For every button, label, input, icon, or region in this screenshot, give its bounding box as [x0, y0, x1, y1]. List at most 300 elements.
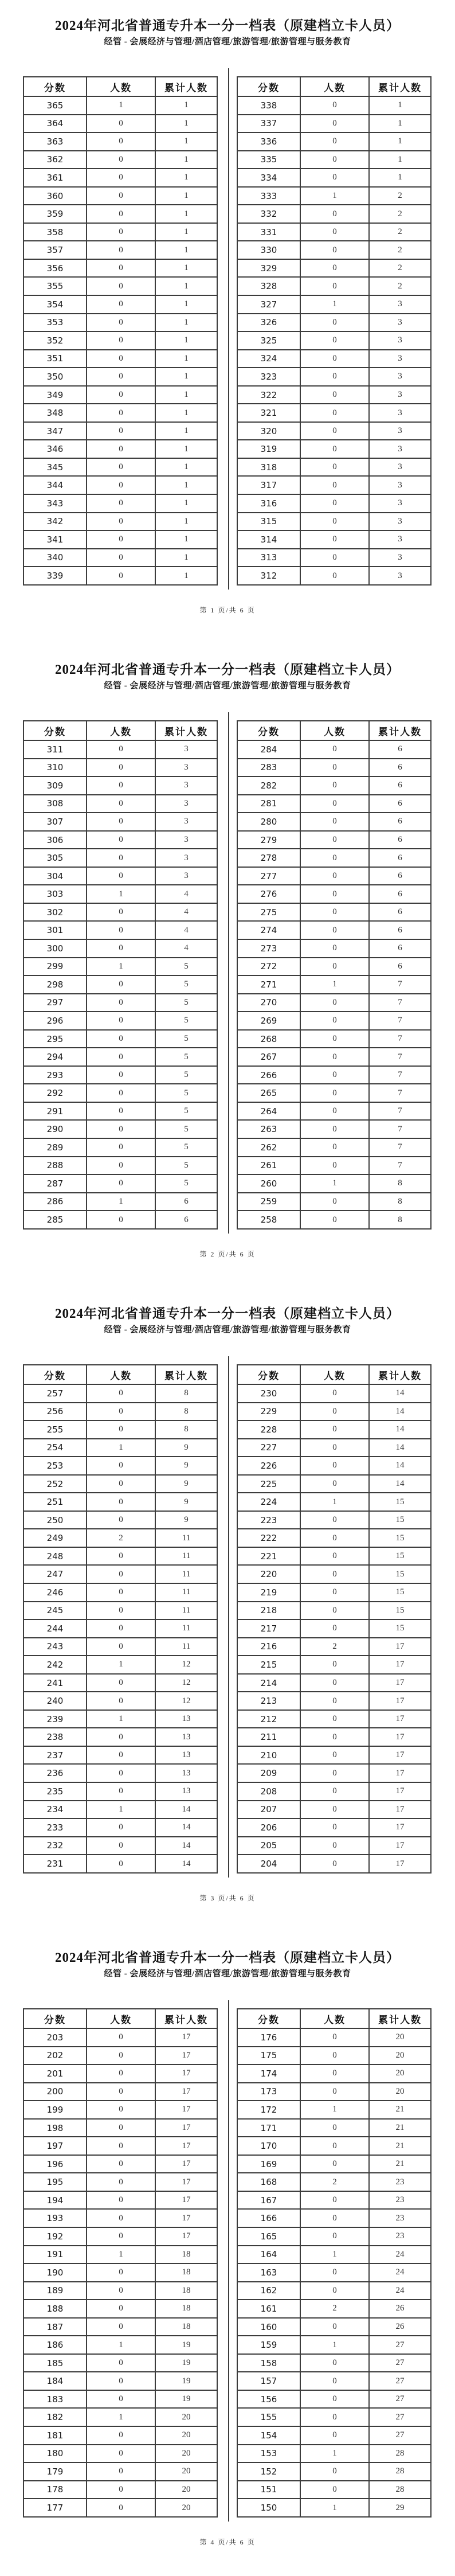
cumulative-cell: 19	[155, 2372, 217, 2390]
score-cell: 357	[23, 241, 87, 259]
table-row	[237, 1403, 431, 1421]
cumulative-cell: 15	[369, 1565, 431, 1583]
score-cell: 287	[23, 1174, 87, 1193]
count-cell: 0	[300, 314, 369, 332]
count-cell: 0	[300, 458, 369, 477]
count-cell: 0	[87, 921, 155, 939]
table-row	[23, 849, 217, 867]
score-cell: 265	[237, 1084, 300, 1102]
cumulative-cell: 17	[369, 1692, 431, 1710]
score-cell: 359	[23, 205, 87, 223]
table-row	[23, 2155, 217, 2173]
count-cell: 0	[300, 1583, 369, 1602]
score-cell: 206	[237, 1818, 300, 1837]
count-cell: 2	[87, 1529, 155, 1547]
cumulative-cell: 1	[155, 404, 217, 422]
count-cell: 0	[87, 1048, 155, 1066]
table-row	[23, 1193, 217, 1211]
table-row	[237, 2101, 431, 2119]
score-cell: 310	[23, 759, 87, 777]
count-cell: 0	[87, 813, 155, 831]
table-row	[237, 939, 431, 958]
count-cell: 0	[300, 795, 369, 813]
score-cell: 167	[237, 2191, 300, 2210]
cumulative-cell: 7	[369, 1102, 431, 1121]
score-cell: 255	[23, 1420, 87, 1439]
cumulative-cell: 27	[369, 2354, 431, 2372]
cumulative-cell: 1	[155, 132, 217, 151]
table-row	[237, 1174, 431, 1193]
table-row	[237, 2318, 431, 2336]
cumulative-cell: 5	[155, 1048, 217, 1066]
cumulative-cell: 8	[369, 1211, 431, 1229]
score-cell: 184	[23, 2372, 87, 2390]
count-cell: 0	[300, 2372, 369, 2390]
count-cell: 1	[300, 187, 369, 205]
score-cell: 228	[237, 1420, 300, 1439]
score-cell: 254	[23, 1439, 87, 1457]
table-row	[237, 994, 431, 1012]
table-row	[237, 1120, 431, 1138]
cumulative-cell: 4	[155, 903, 217, 922]
count-cell: 0	[300, 368, 369, 386]
table-row	[23, 2481, 217, 2499]
table-row	[23, 795, 217, 813]
cumulative-cell: 13	[155, 1782, 217, 1801]
cumulative-cell: 17	[155, 2083, 217, 2101]
table-row	[237, 1193, 431, 1211]
table-row	[23, 1120, 217, 1138]
table-row	[237, 1030, 431, 1048]
score-cell: 315	[237, 513, 300, 531]
table-row	[237, 476, 431, 494]
cumulative-cell: 6	[155, 1211, 217, 1229]
count-cell: 1	[300, 2101, 369, 2119]
table-row	[23, 1602, 217, 1620]
score-cell: 160	[237, 2318, 300, 2336]
table-row	[23, 1710, 217, 1728]
count-cell: 0	[87, 458, 155, 477]
table-row	[23, 440, 217, 458]
score-cell: 158	[237, 2354, 300, 2372]
table-row	[23, 2246, 217, 2264]
cumulative-cell: 17	[369, 1855, 431, 1873]
count-cell: 1	[300, 295, 369, 314]
count-cell: 0	[87, 1475, 155, 1493]
count-cell: 0	[300, 849, 369, 867]
count-cell: 0	[300, 2064, 369, 2083]
count-cell: 0	[87, 740, 155, 759]
score-cell: 227	[237, 1439, 300, 1457]
cumulative-cell: 19	[155, 2354, 217, 2372]
cumulative-cell: 26	[369, 2318, 431, 2336]
cumulative-cell: 17	[369, 1818, 431, 1837]
count-cell: 0	[87, 513, 155, 531]
score-cell: 245	[23, 1602, 87, 1620]
cumulative-cell: 20	[369, 2083, 431, 2101]
table-row	[237, 975, 431, 994]
table-row	[23, 2209, 217, 2227]
cumulative-cell: 1	[155, 458, 217, 477]
count-cell: 0	[87, 1565, 155, 1583]
table-row	[23, 1439, 217, 1457]
count-cell: 0	[300, 1384, 369, 1403]
score-table-left	[23, 1364, 218, 1874]
count-cell: 1	[87, 1439, 155, 1457]
table-row	[237, 921, 431, 939]
table-row	[237, 2336, 431, 2354]
count-cell: 0	[87, 404, 155, 422]
header-row	[237, 1365, 431, 1384]
score-cell: 288	[23, 1157, 87, 1175]
header-row	[237, 77, 431, 96]
cumulative-cell: 2	[369, 205, 431, 223]
cumulative-cell: 6	[369, 903, 431, 922]
score-cell: 240	[23, 1692, 87, 1710]
table-row	[237, 2426, 431, 2445]
count-cell: 0	[87, 1030, 155, 1048]
table-row	[237, 1457, 431, 1475]
score-cell: 332	[237, 205, 300, 223]
cumulative-cell: 3	[369, 476, 431, 494]
count-cell: 0	[87, 1818, 155, 1837]
cumulative-cell: 1	[155, 205, 217, 223]
count-cell: 0	[300, 2209, 369, 2227]
count-cell: 0	[300, 476, 369, 494]
score-cell: 271	[237, 975, 300, 994]
count-cell: 0	[87, 368, 155, 386]
score-cell: 174	[237, 2064, 300, 2083]
score-cell: 297	[23, 994, 87, 1012]
score-cell: 154	[237, 2426, 300, 2445]
col-header-score: 分数	[23, 2009, 87, 2028]
page-footer: 第 3 页/共 6 页	[199, 1894, 256, 1902]
score-cell: 246	[23, 1583, 87, 1602]
cumulative-cell: 18	[155, 2246, 217, 2264]
table-row	[23, 386, 217, 404]
score-cell: 189	[23, 2282, 87, 2300]
cumulative-cell: 5	[155, 1120, 217, 1138]
table-row	[23, 776, 217, 795]
score-cell: 237	[23, 1746, 87, 1765]
count-cell: 0	[87, 2155, 155, 2173]
count-cell: 0	[300, 2481, 369, 2499]
score-cell: 336	[237, 132, 300, 151]
count-cell: 0	[87, 1120, 155, 1138]
count-cell: 0	[300, 2137, 369, 2155]
count-cell: 0	[87, 422, 155, 440]
cumulative-cell: 1	[155, 530, 217, 549]
count-cell: 1	[87, 2408, 155, 2426]
table-row	[237, 1638, 431, 1656]
header-row	[237, 721, 431, 740]
score-cell: 327	[237, 295, 300, 314]
table-row	[237, 2246, 431, 2264]
score-cell: 324	[237, 350, 300, 368]
table-row	[23, 404, 217, 422]
count-cell: 0	[87, 1457, 155, 1475]
count-cell: 0	[87, 903, 155, 922]
cumulative-cell: 17	[155, 2137, 217, 2155]
count-cell: 0	[300, 241, 369, 259]
count-cell: 0	[300, 1565, 369, 1583]
cumulative-cell: 3	[155, 795, 217, 813]
table-row	[23, 513, 217, 531]
table-row	[237, 567, 431, 585]
count-cell: 0	[87, 1692, 155, 1710]
cumulative-cell: 1	[369, 132, 431, 151]
score-table-right	[237, 2008, 432, 2518]
table-row	[23, 1818, 217, 1837]
cumulative-cell: 6	[369, 813, 431, 831]
score-cell: 224	[237, 1493, 300, 1511]
cumulative-cell: 9	[155, 1475, 217, 1493]
cumulative-cell: 23	[369, 2191, 431, 2210]
table-row	[237, 549, 431, 567]
count-cell: 0	[300, 567, 369, 585]
table-row	[237, 132, 431, 151]
cumulative-cell: 14	[369, 1457, 431, 1475]
score-cell: 329	[237, 259, 300, 278]
cumulative-cell: 17	[369, 1710, 431, 1728]
score-cell: 268	[237, 1030, 300, 1048]
score-cell: 248	[23, 1547, 87, 1566]
score-cell: 289	[23, 1138, 87, 1157]
count-cell: 0	[87, 2119, 155, 2137]
table-row	[23, 759, 217, 777]
table-row	[23, 314, 217, 332]
cumulative-cell: 7	[369, 1030, 431, 1048]
count-cell: 0	[300, 2119, 369, 2137]
table-row	[23, 169, 217, 187]
score-cell: 301	[23, 921, 87, 939]
count-cell: 0	[87, 1764, 155, 1782]
cumulative-cell: 3	[155, 813, 217, 831]
table-row	[23, 187, 217, 205]
score-cell: 170	[237, 2137, 300, 2155]
count-cell: 0	[87, 2263, 155, 2282]
score-cell: 290	[23, 1120, 87, 1138]
cumulative-cell: 14	[155, 1818, 217, 1837]
score-cell: 216	[237, 1638, 300, 1656]
col-header-count: 人数	[300, 721, 369, 740]
score-cell: 181	[23, 2426, 87, 2445]
count-cell: 0	[300, 2408, 369, 2426]
score-cell: 172	[237, 2101, 300, 2119]
table-row	[23, 1211, 217, 1229]
score-cell: 308	[23, 795, 87, 813]
count-cell: 0	[87, 1583, 155, 1602]
score-cell: 176	[237, 2028, 300, 2047]
col-header-count: 人数	[87, 721, 155, 740]
cumulative-cell: 12	[155, 1692, 217, 1710]
score-cell: 262	[237, 1138, 300, 1157]
col-header-count: 人数	[300, 77, 369, 96]
table-row	[23, 831, 217, 849]
count-cell: 0	[300, 1818, 369, 1837]
table-row	[23, 1764, 217, 1782]
table-row	[237, 368, 431, 386]
score-cell: 306	[23, 831, 87, 849]
cumulative-cell: 1	[155, 96, 217, 115]
score-cell: 183	[23, 2390, 87, 2409]
cumulative-cell: 6	[369, 831, 431, 849]
table-row	[23, 2354, 217, 2372]
count-cell: 0	[300, 1837, 369, 1855]
score-cell: 212	[237, 1710, 300, 1728]
table-row	[23, 1457, 217, 1475]
count-cell: 0	[87, 169, 155, 187]
score-cell: 330	[237, 241, 300, 259]
count-cell: 0	[300, 132, 369, 151]
table-row	[237, 1782, 431, 1801]
score-cell: 298	[23, 975, 87, 994]
cumulative-cell: 3	[369, 530, 431, 549]
count-cell: 1	[87, 2246, 155, 2264]
cumulative-cell: 1	[369, 151, 431, 169]
col-header-cumulative: 累计人数	[155, 1365, 217, 1384]
cumulative-cell: 1	[155, 295, 217, 314]
count-cell: 0	[87, 2462, 155, 2481]
cumulative-cell: 1	[155, 513, 217, 531]
count-cell: 0	[87, 1493, 155, 1511]
cumulative-cell: 3	[155, 776, 217, 795]
count-cell: 0	[87, 1384, 155, 1403]
count-cell: 0	[300, 1475, 369, 1493]
tables-area	[0, 2008, 455, 2518]
score-cell: 187	[23, 2318, 87, 2336]
col-header-score: 分数	[23, 77, 87, 96]
count-cell: 0	[87, 1138, 155, 1157]
count-cell: 0	[87, 494, 155, 513]
score-cell: 252	[23, 1475, 87, 1493]
count-cell: 0	[300, 1102, 369, 1121]
table-row	[237, 958, 431, 976]
score-cell: 200	[23, 2083, 87, 2101]
cumulative-cell: 17	[155, 2227, 217, 2246]
score-cell: 153	[237, 2445, 300, 2463]
table-row	[23, 2083, 217, 2101]
count-cell: 0	[87, 1638, 155, 1656]
table-row	[23, 1403, 217, 1421]
score-cell: 282	[237, 776, 300, 795]
table-row	[23, 115, 217, 133]
score-cell: 201	[23, 2064, 87, 2083]
page-footer: 第 2 页/共 6 页	[199, 1250, 256, 1258]
cumulative-cell: 1	[155, 115, 217, 133]
cumulative-cell: 6	[155, 1193, 217, 1211]
cumulative-cell: 8	[155, 1384, 217, 1403]
table-row	[23, 1837, 217, 1855]
cumulative-cell: 11	[155, 1547, 217, 1566]
count-cell: 0	[300, 885, 369, 903]
count-cell: 1	[87, 958, 155, 976]
cumulative-cell: 3	[369, 295, 431, 314]
score-cell: 316	[237, 494, 300, 513]
table-row	[237, 440, 431, 458]
cumulative-cell: 6	[369, 849, 431, 867]
cumulative-cell: 27	[369, 2426, 431, 2445]
count-cell: 0	[87, 440, 155, 458]
count-cell: 0	[300, 1030, 369, 1048]
count-cell: 0	[300, 205, 369, 223]
table-row	[237, 1102, 431, 1121]
score-cell: 249	[23, 1529, 87, 1547]
cumulative-cell: 15	[369, 1493, 431, 1511]
score-cell: 291	[23, 1102, 87, 1121]
table-row	[23, 2227, 217, 2246]
score-cell: 244	[23, 1619, 87, 1638]
score-cell: 166	[237, 2209, 300, 2227]
table-row	[237, 2282, 431, 2300]
cumulative-cell: 7	[369, 1012, 431, 1030]
cumulative-cell: 23	[369, 2209, 431, 2227]
table-row	[237, 1048, 431, 1066]
table-row	[23, 2318, 217, 2336]
score-cell: 353	[23, 314, 87, 332]
cumulative-cell: 1	[369, 96, 431, 115]
count-cell: 0	[87, 2191, 155, 2210]
score-cell: 178	[23, 2481, 87, 2499]
table-row	[237, 259, 431, 278]
table-row	[23, 1583, 217, 1602]
score-cell: 179	[23, 2462, 87, 2481]
table-row	[23, 1475, 217, 1493]
center-divider	[228, 1356, 229, 1878]
score-cell: 231	[23, 1855, 87, 1873]
cumulative-cell: 20	[369, 2047, 431, 2065]
score-cell: 309	[23, 776, 87, 795]
count-cell: 0	[87, 1211, 155, 1229]
table-row	[23, 277, 217, 295]
table-row	[237, 2372, 431, 2390]
count-cell: 0	[87, 2426, 155, 2445]
center-divider	[228, 68, 229, 590]
table-row	[237, 2083, 431, 2101]
count-cell: 0	[87, 205, 155, 223]
cumulative-cell: 17	[369, 1638, 431, 1656]
table-row	[23, 2372, 217, 2390]
cumulative-cell: 15	[369, 1602, 431, 1620]
score-cell: 219	[237, 1583, 300, 1602]
cumulative-cell: 28	[369, 2462, 431, 2481]
score-cell: 261	[237, 1157, 300, 1175]
score-cell: 349	[23, 386, 87, 404]
score-cell: 293	[23, 1066, 87, 1084]
cumulative-cell: 6	[369, 759, 431, 777]
page-title: 2024年河北省普通专升本一分一档表（原建档立卡人员）	[55, 1306, 400, 1321]
table-row	[237, 1801, 431, 1819]
score-cell: 235	[23, 1782, 87, 1801]
score-cell: 277	[237, 867, 300, 885]
table-row	[237, 151, 431, 169]
cumulative-cell: 21	[369, 2137, 431, 2155]
cumulative-cell: 1	[155, 567, 217, 585]
count-cell: 0	[300, 277, 369, 295]
count-cell: 2	[300, 1638, 369, 1656]
count-cell: 0	[300, 1674, 369, 1692]
table-row	[23, 1619, 217, 1638]
cumulative-cell: 1	[155, 422, 217, 440]
table-row	[237, 903, 431, 922]
count-cell: 0	[300, 1529, 369, 1547]
cumulative-cell: 3	[155, 831, 217, 849]
cumulative-cell: 21	[369, 2119, 431, 2137]
count-cell: 0	[87, 2101, 155, 2119]
cumulative-cell: 9	[155, 1439, 217, 1457]
score-cell: 352	[23, 331, 87, 350]
count-cell: 0	[87, 1602, 155, 1620]
